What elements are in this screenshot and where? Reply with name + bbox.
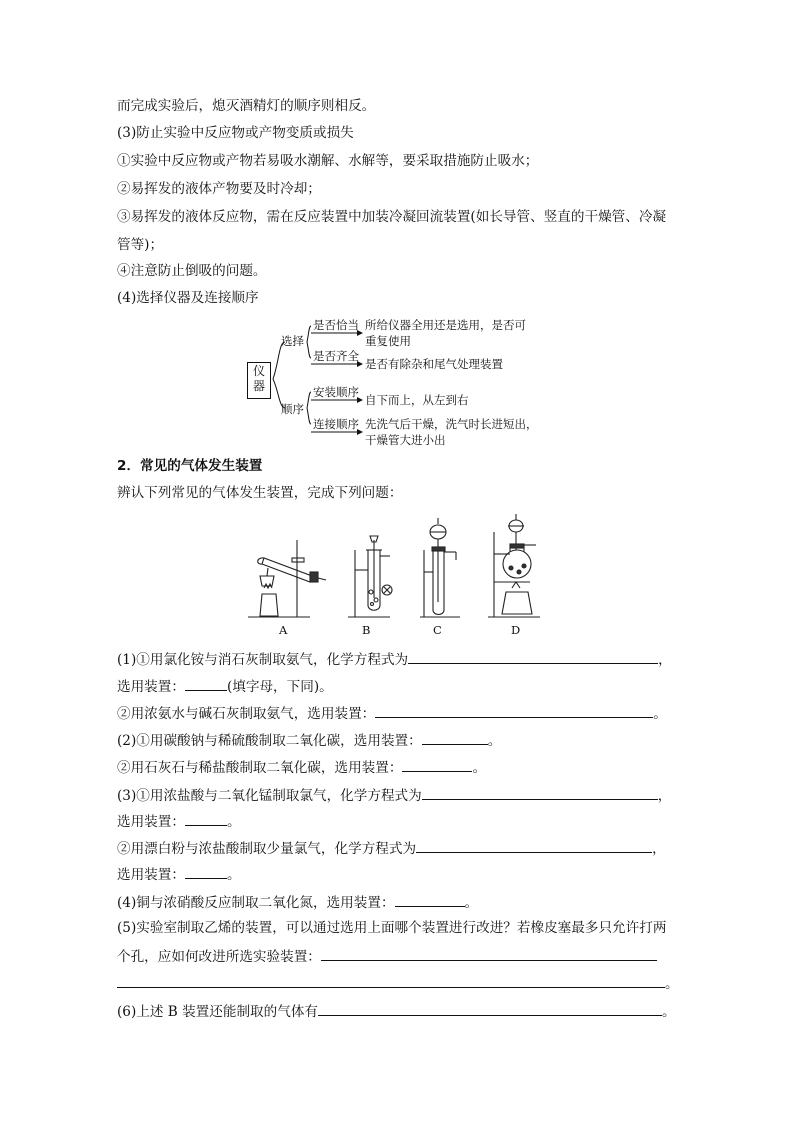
question-line <box>117 757 486 777</box>
answer-blank[interactable] <box>416 838 652 853</box>
tree-leaf-connect-order: 连接顺序 <box>313 417 359 431</box>
answer-blank[interactable] <box>395 892 465 907</box>
instrument-selection-diagram <box>245 312 555 447</box>
answer-blank[interactable] <box>321 946 657 961</box>
section-3-title: (3)防止实验中反应物或产物变质或损失 <box>117 125 354 141</box>
question-line <box>117 892 478 912</box>
punctuation: 。 <box>653 706 667 722</box>
question-text: (6)上述 B 装置还能制取的气体有 <box>117 1004 319 1020</box>
apparatus-drawing <box>240 510 560 640</box>
question-line <box>117 946 657 966</box>
answer-blank[interactable] <box>422 730 488 745</box>
paragraph-line: 管等)； <box>117 237 164 253</box>
punctuation: ， <box>657 788 672 804</box>
answer-blank[interactable] <box>185 676 227 691</box>
tree-leaf-complete: 是否齐全 <box>313 349 359 363</box>
tree-desc: 先洗气后干燥，洗气时长进短出， <box>365 417 538 431</box>
question-text: (3)①用浓盐酸与二氧化锰制取氯气，化学方程式为 <box>117 788 422 804</box>
apparatus-label-d: D <box>511 623 521 637</box>
punctuation: 。 <box>662 1004 676 1020</box>
question-text: (填字母，下同)。 <box>226 679 333 695</box>
paragraph-line: ①实验中反应物或产物若易吸水潮解、水解等，要采取措施防止吸水； <box>117 153 539 169</box>
answer-blank[interactable] <box>402 757 472 772</box>
apparatus-label-a: A <box>279 623 288 637</box>
tree-desc: 是否有除杂和尾气处理装置 <box>365 357 503 371</box>
question-text: (2)①用碳酸钠与稀硫酸制取二氧化碳，选用装置： <box>117 733 422 749</box>
intro-line: 辨认下列常见的气体发生装置，完成下列问题： <box>117 485 403 501</box>
punctuation: ， <box>658 652 672 668</box>
tree-desc: 自下而上，从左到右 <box>365 393 469 407</box>
punctuation: ， <box>652 841 666 857</box>
question-line <box>117 811 241 831</box>
question-text: ②用石灰石与稀盐酸制取二氧化碳，选用装置： <box>117 760 403 776</box>
punctuation: 。 <box>665 976 679 992</box>
punctuation: 。 <box>472 760 487 776</box>
tree-root-box: 仪器 <box>247 362 271 399</box>
paragraph-line: 而完成实验后，熄灭酒精灯的顺序则相反。 <box>117 98 376 114</box>
tree-node-select: 选择 <box>281 334 304 348</box>
tree-desc: 重复使用 <box>365 334 411 348</box>
tree-leaf-appropriate: 是否恰当 <box>313 318 359 332</box>
question-text: 个孔，应如何改进所选实验装置： <box>117 949 321 965</box>
answer-blank[interactable] <box>408 649 658 664</box>
paragraph-line: ③易挥发的液体反应物，需在反应装置中加装冷凝回流装置(如长导管、竖直的干燥管、冷凝 <box>117 209 667 225</box>
section-4-title: (4)选择仪器及连接顺序 <box>117 290 259 306</box>
tree-desc: 所给仪器全用还是选用，是否可 <box>365 318 526 332</box>
question-text: ②用漂白粉与浓盐酸制取少量氯气，化学方程式为 <box>117 841 417 857</box>
apparatus-label-b: B <box>362 623 371 637</box>
question-text: ②用浓氨水与碱石灰制取氨气，选用装置： <box>117 706 376 722</box>
punctuation: 。 <box>226 867 241 883</box>
section-2-heading: 2．常见的气体发生装置 <box>117 458 263 474</box>
paragraph-line: ②易挥发的液体产物要及时冷却； <box>117 181 321 197</box>
gas-generator-apparatus-figure <box>240 510 560 640</box>
answer-blank[interactable] <box>117 973 665 988</box>
tree-leaf-install-order: 安装顺序 <box>313 385 359 399</box>
tree-node-order: 顺序 <box>281 402 304 416</box>
question-line <box>117 864 241 884</box>
punctuation: 。 <box>226 814 241 830</box>
question-line: (5)实验室制取乙烯的装置，可以通过选用上面哪个装置进行改进？若橡皮塞最多只允许打两 <box>117 920 667 936</box>
question-line <box>117 649 672 669</box>
question-text: (4)铜与浓硝酸反应制取二氧化氮，选用装置： <box>117 895 395 911</box>
paragraph-line: ④注意防止倒吸的问题。 <box>117 263 267 279</box>
question-line <box>117 703 667 723</box>
question-line <box>117 838 666 858</box>
punctuation: 。 <box>487 733 502 749</box>
apparatus-label-c: C <box>433 623 442 637</box>
answer-blank[interactable] <box>375 703 653 718</box>
question-line <box>117 730 501 750</box>
answer-blank[interactable] <box>185 864 227 879</box>
question-line <box>117 1001 676 1021</box>
answer-blank[interactable] <box>185 811 227 826</box>
answer-blank[interactable] <box>318 1001 662 1016</box>
punctuation: 。 <box>464 895 479 911</box>
question-line <box>117 676 333 696</box>
question-line <box>117 973 679 993</box>
question-text: 选用装置： <box>117 679 185 695</box>
question-text: 选用装置： <box>117 867 185 883</box>
question-text: 选用装置： <box>117 814 185 830</box>
question-line <box>117 785 671 805</box>
tree-desc: 干燥管大进小出 <box>365 433 446 447</box>
answer-blank[interactable] <box>422 785 658 800</box>
question-text: (1)①用氯化铵与消石灰制取氨气，化学方程式为 <box>117 652 409 668</box>
